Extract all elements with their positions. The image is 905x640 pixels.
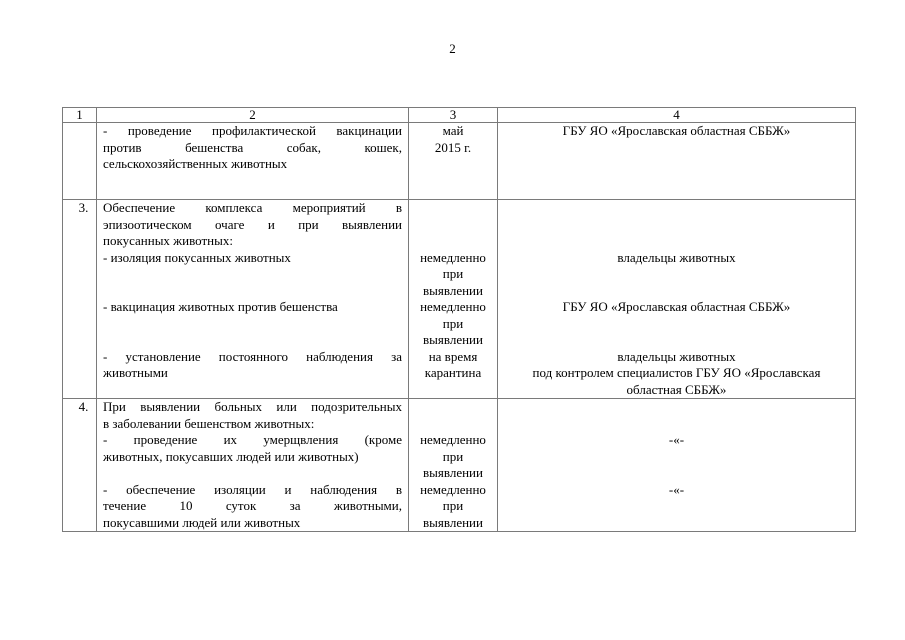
page-number: 2 xyxy=(449,41,456,56)
executor-line: областная СББЖ» xyxy=(626,381,727,397)
measure-line: в заболевании бешенством животных: xyxy=(103,415,315,431)
measures-table xyxy=(62,107,856,532)
executor-cell xyxy=(498,399,856,532)
measure-line: покусанных животных: xyxy=(103,233,233,248)
deadline-line: выявлении xyxy=(423,282,483,298)
executor-line: ГБУ ЯО «Ярославская областная СББЖ» xyxy=(562,299,791,314)
executor-line: под контролем специалистов ГБУ ЯО «Ярославская xyxy=(532,365,821,380)
measure-line: покусавшими людей или животных xyxy=(103,514,301,530)
measure-line: - проведение профилактической вакцинации xyxy=(103,123,402,138)
row-number: 4. xyxy=(63,399,97,532)
deadline-line: выявлении xyxy=(423,332,483,347)
header-col-4: 4 xyxy=(498,108,856,123)
measure-line: Обеспечение комплекса мероприятий в xyxy=(103,200,402,215)
measure-line: - обеспечение изоляции и наблюдения в xyxy=(103,481,402,497)
deadline-line: при xyxy=(442,498,464,513)
measure-cell xyxy=(97,399,409,532)
deadline-cell xyxy=(409,399,498,532)
measure-line: При выявлении больных или подозрительных xyxy=(103,399,402,414)
deadline-line: при xyxy=(442,315,464,331)
measure-line: - проведение их умерщвления (кроме xyxy=(103,432,402,447)
executor-line: владельцы животных xyxy=(617,348,736,364)
row-number: 3. xyxy=(63,200,97,399)
deadline-line: 2015 г. xyxy=(434,139,472,155)
deadline-line: на время xyxy=(428,348,478,364)
executor-cell xyxy=(498,123,856,200)
measure-cell xyxy=(97,123,409,200)
deadline-line: карантина xyxy=(424,365,482,380)
deadline-line: немедленно xyxy=(420,481,486,497)
measure-cell xyxy=(97,200,409,399)
executor-line: владельцы животных xyxy=(617,249,736,265)
measure-line: сельскохозяйственных животных xyxy=(103,156,288,171)
deadline-line: выявлении xyxy=(423,514,483,530)
measure-line: животных, покусавших людей или животных) xyxy=(103,448,359,464)
measure-line: против бешенства собак, кошек, xyxy=(103,139,402,155)
executor-line: -«- xyxy=(668,481,685,497)
deadline-cell xyxy=(409,200,498,399)
header-col-1: 1 xyxy=(63,108,97,123)
executor-cell xyxy=(498,200,856,399)
measure-line: эпизоотическом очаге и при выявлении xyxy=(103,216,402,232)
deadline-line: при xyxy=(442,266,464,281)
measure-line: - вакцинация животных против бешенства xyxy=(103,299,338,314)
deadline-cell xyxy=(409,123,498,200)
row-number xyxy=(63,123,97,200)
table-row xyxy=(63,399,856,532)
table-row xyxy=(63,123,856,200)
deadline-line: немедленно xyxy=(420,432,486,447)
table-header-row xyxy=(63,108,856,123)
table-row xyxy=(63,200,856,399)
measure-line: течение 10 суток за животными, xyxy=(103,498,402,513)
measure-line: - установление постоянного наблюдения за xyxy=(103,348,402,364)
deadline-line: немедленно xyxy=(420,249,486,265)
executor-line: ГБУ ЯО «Ярославская областная СББЖ» xyxy=(562,123,791,138)
deadline-line: немедленно xyxy=(420,299,486,314)
deadline-line: при xyxy=(442,448,464,464)
header-col-2: 2 xyxy=(97,108,409,123)
measure-line: - изоляция покусанных животных xyxy=(103,249,291,265)
deadline-line: выявлении xyxy=(423,465,483,480)
deadline-line: май xyxy=(442,123,464,138)
measure-line: животными xyxy=(103,365,168,380)
header-col-3: 3 xyxy=(409,108,498,123)
executor-line: -«- xyxy=(668,432,685,447)
